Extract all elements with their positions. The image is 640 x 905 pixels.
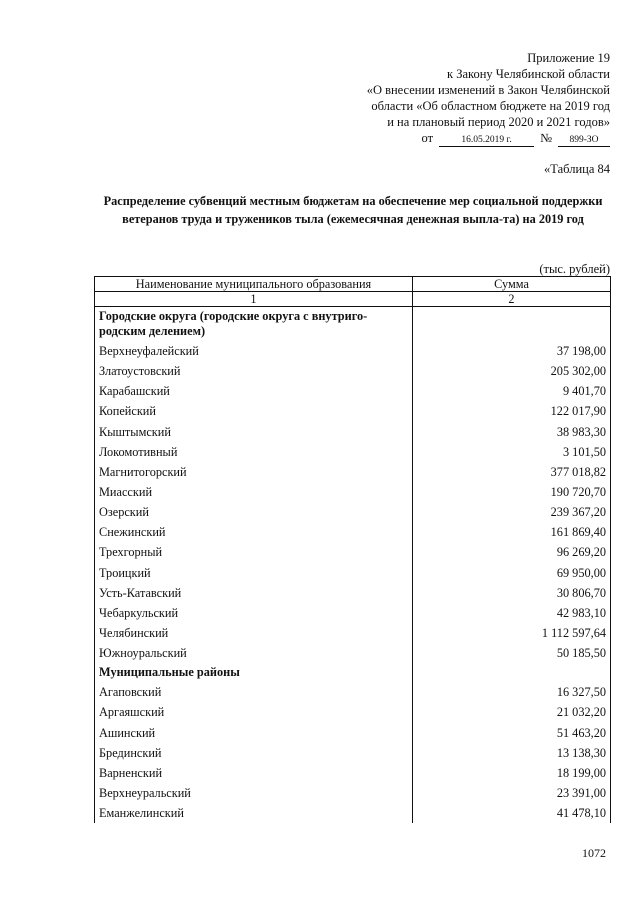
table-row [95, 702, 611, 722]
municipality-name: Магнитогорский [95, 462, 413, 482]
subvention-amount: 1 112 597,64 [413, 623, 611, 643]
subvention-amount: 21 032,20 [413, 702, 611, 722]
document-header [280, 50, 610, 147]
municipality-name: Верхнеуфалейский [95, 341, 413, 361]
municipality-name: Верхнеуральский [95, 783, 413, 803]
table-row [95, 803, 611, 823]
subvention-amount: 122 017,90 [413, 401, 611, 421]
law-title-line-3: и на плановый период 2020 и 2021 годов» [387, 115, 610, 129]
subvention-amount: 18 199,00 [413, 763, 611, 783]
subvention-amount: 3 101,50 [413, 442, 611, 462]
subvention-amount: 205 302,00 [413, 361, 611, 381]
municipality-name: Южноуральский [95, 643, 413, 663]
appendix-label: Приложение 19 [527, 51, 610, 65]
table-row [95, 422, 611, 442]
subvention-amount: 239 367,20 [413, 502, 611, 522]
section-title: Городские округа (городские округа с внутриго-родским делением) [95, 307, 413, 342]
table-row [95, 542, 611, 562]
municipality-name: Чебаркульский [95, 603, 413, 623]
law-number: 899-ЗО [558, 134, 610, 147]
table-row [95, 462, 611, 482]
table-column-numbers [95, 292, 611, 307]
section-row [95, 663, 611, 682]
municipality-name: Снежинский [95, 522, 413, 542]
section-value [413, 663, 611, 682]
table-row [95, 381, 611, 401]
municipality-name: Варненский [95, 763, 413, 783]
municipality-name: Ашинский [95, 723, 413, 743]
table-row [95, 623, 611, 643]
law-date: 16.05.2019 г. [439, 134, 534, 147]
subvention-table [94, 276, 611, 823]
table-row [95, 682, 611, 702]
subvention-amount: 30 806,70 [413, 583, 611, 603]
section-title: Муниципальные районы [95, 663, 413, 682]
municipality-name: Карабашский [95, 381, 413, 401]
section-row [95, 307, 611, 342]
municipality-name: Златоустовский [95, 361, 413, 381]
subvention-amount: 23 391,00 [413, 783, 611, 803]
table-row [95, 723, 611, 743]
table-row [95, 522, 611, 542]
table-row [95, 361, 611, 381]
column-number-1: 1 [95, 292, 413, 307]
table-reference: «Таблица 84 [544, 162, 610, 176]
law-date-number [280, 130, 610, 147]
subvention-amount: 96 269,20 [413, 542, 611, 562]
subvention-amount: 51 463,20 [413, 723, 611, 743]
column-header-name: Наименование муниципального образования [95, 277, 413, 292]
column-header-sum: Сумма [413, 277, 611, 292]
subvention-amount: 41 478,10 [413, 803, 611, 823]
municipality-name: Агаповский [95, 682, 413, 702]
table-row [95, 783, 611, 803]
municipality-name: Миасский [95, 482, 413, 502]
municipality-name: Челябинский [95, 623, 413, 643]
subvention-amount: 38 983,30 [413, 422, 611, 442]
municipality-name: Усть-Катавский [95, 583, 413, 603]
table-row [95, 563, 611, 583]
subvention-amount: 161 869,40 [413, 522, 611, 542]
section-value [413, 307, 611, 342]
from-label: от [421, 131, 434, 145]
subvention-amount: 190 720,70 [413, 482, 611, 502]
municipality-name: Локомотивный [95, 442, 413, 462]
subvention-amount: 37 198,00 [413, 341, 611, 361]
table-row [95, 643, 611, 663]
law-title-line-2: области «Об областном бюджете на 2019 год [371, 99, 610, 113]
subvention-amount: 377 018,82 [413, 462, 611, 482]
municipality-name: Аргаяшский [95, 702, 413, 722]
table-header-row [95, 277, 611, 292]
subvention-amount: 16 327,50 [413, 682, 611, 702]
municipality-name: Кыштымский [95, 422, 413, 442]
municipality-name: Копейский [95, 401, 413, 421]
subvention-amount: 42 983,10 [413, 603, 611, 623]
municipality-name: Брединский [95, 743, 413, 763]
document-title: Распределение субвенций местным бюджетам на обеспечение мер социальной поддержки ветеранов труда и тружеников тыла (ежемесячная денежная выпла-та) на 2019 год [103, 194, 603, 226]
municipality-name: Еманжелинский [95, 803, 413, 823]
table-row [95, 763, 611, 783]
subvention-amount: 13 138,30 [413, 743, 611, 763]
table-row [95, 603, 611, 623]
subvention-amount: 69 950,00 [413, 563, 611, 583]
subvention-amount: 9 401,70 [413, 381, 611, 401]
number-label: № [540, 131, 552, 145]
page-number: 1072 [582, 846, 606, 860]
table-row [95, 401, 611, 421]
table-row [95, 583, 611, 603]
table-body [95, 307, 611, 824]
table-row [95, 482, 611, 502]
table-row [95, 502, 611, 522]
subvention-amount: 50 185,50 [413, 643, 611, 663]
law-title-line-1: «О внесении изменений в Закон Челябинской [366, 83, 610, 97]
table-row [95, 743, 611, 763]
law-reference: к Закону Челябинской области [447, 67, 610, 81]
municipality-name: Трехгорный [95, 542, 413, 562]
units-label: (тыс. рублей) [539, 262, 610, 276]
municipality-name: Троицкий [95, 563, 413, 583]
column-number-2: 2 [413, 292, 611, 307]
table-row [95, 442, 611, 462]
table-row [95, 341, 611, 361]
municipality-name: Озерский [95, 502, 413, 522]
